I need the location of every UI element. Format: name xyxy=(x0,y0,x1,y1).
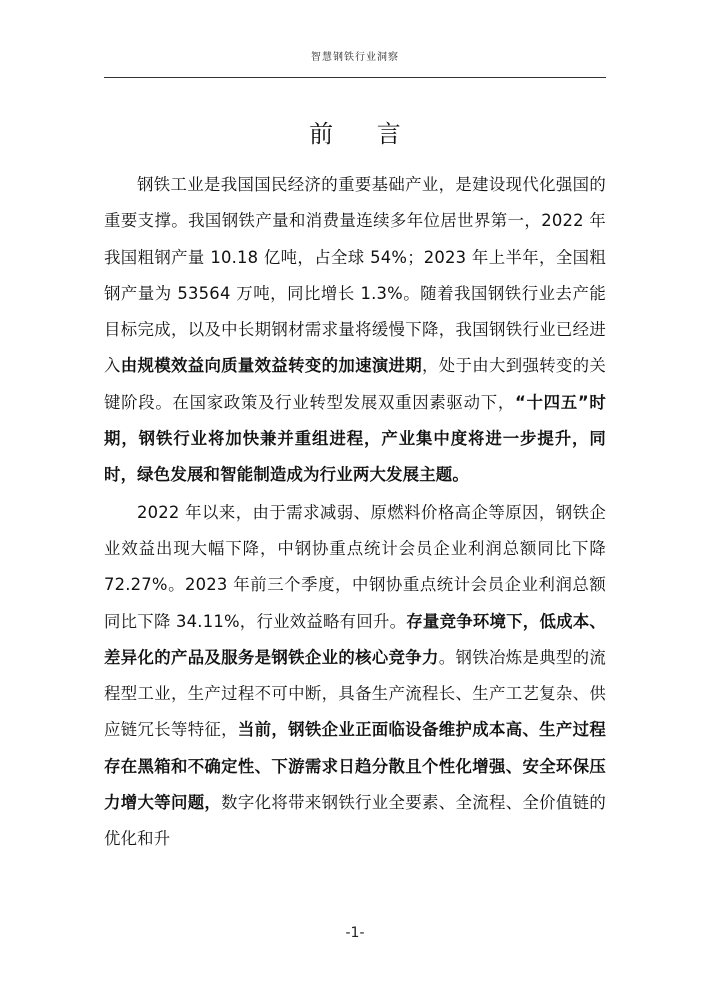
header-divider xyxy=(104,77,606,78)
paragraph-text: 。钢铁冶炼是典型的流程型工业，生产过程不可中断，具备生产流程长、生产工艺复杂、供应链冗长等特征， xyxy=(104,647,606,740)
bold-text: 存量竞争环境下，低成本、差异化的产品及服务是钢铁企业的核心竞争力 xyxy=(104,611,606,667)
paragraph-text: 数字化将带来钢铁行业全要素、全流程、全价值链的优化和升 xyxy=(104,793,606,849)
bold-text: 由规模效益向质量效益转变的加速演进期 xyxy=(120,356,423,376)
body-text xyxy=(104,167,606,858)
bold-text: 当前，钢铁企业正面临设备维护成本高、生产过程存在黑箱和不确定性、下游需求日趋分散且个性化增强、安全环保压力增大等问题， xyxy=(104,720,606,813)
page-number: -1- xyxy=(345,925,365,941)
paragraph-text: ，处于由大到强转变的关键阶段。在国家政策及行业转型发展双重因素驱动下， xyxy=(104,356,606,412)
paragraph-text: 钢铁工业是我国国民经济的重要基础产业，是建设现代化强国的重要支撑。我国钢铁产量和消费量连续多年位居世界第一，2022 年我国粗钢产量 10.18 亿吨，占全球 54%；2023 年上半年，全国粗钢产量为 53564 万吨，同比增长 1.3%。随着我国钢铁行业去产能目标完成，以及中长期钢材需求量将缓慢下降，我国钢铁行业已经进入 xyxy=(104,175,606,376)
paragraph-2 xyxy=(104,495,606,858)
running-header: 智慧钢铁行业洞察 xyxy=(311,52,399,63)
paragraph-1 xyxy=(104,167,606,494)
paragraph-text: 2022 年以来，由于需求减弱、原燃料价格高企等原因，钢铁企业效益出现大幅下降，中钢协重点统计会员企业利润总额同比下降 72.27%。2023 年前三个季度，中钢协重点统计会员企业利润总额同比下降 34.11%，行业效益略有回升。 xyxy=(104,502,606,631)
page-title: 前 言 xyxy=(309,120,419,148)
bold-text: “十四五”时期，钢铁行业将加快兼并重组进程，产业集中度将进一步提升，同时，绿色发展和智能制造成为行业两大发展主题。 xyxy=(104,392,606,485)
